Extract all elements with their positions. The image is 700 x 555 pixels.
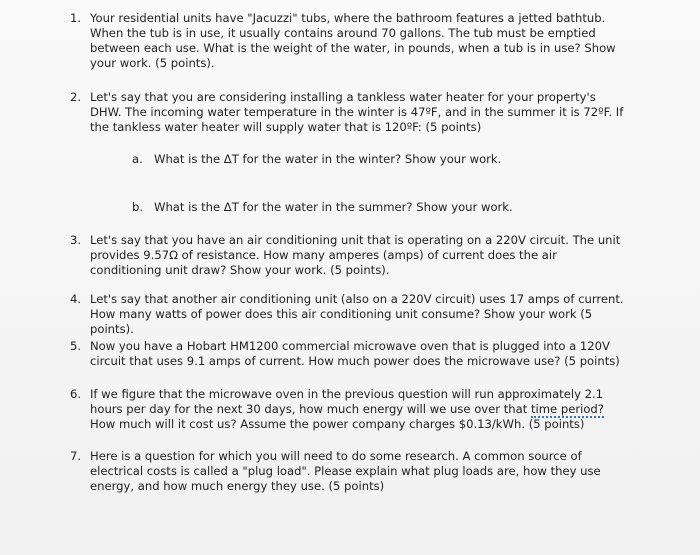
subquestion-letter: a.	[132, 152, 143, 166]
question-text: Now you have a Hobart HM1200 commercial microwave oven that is plugged into a 120V circuit that uses 9.1 amps of current. How much power does the microwave use? (5 points)	[90, 339, 620, 368]
subquestion-text: What is the ΔT for the water in the winter? Show your work.	[154, 152, 502, 166]
question-text: Let's say that another air conditioning unit (also on a 220V circuit) uses 17 amps of current. How many watts of power does this air conditioning unit consume? Show your work (5 points).	[90, 292, 624, 336]
question-number: 2.	[70, 90, 82, 104]
question-number: 3.	[70, 233, 82, 247]
question-number: 6.	[70, 387, 82, 401]
question-text-start: If we figure that the microwave oven in the previous question will run approximately 2.1 hours per day for the next 30 days, how much energy will we use over that	[90, 387, 604, 416]
spellcheck-marked-text: time period?	[530, 402, 604, 416]
question-number: 7.	[70, 449, 82, 463]
question-text: Let's say that you have an air conditioning unit that is operating on a 220V circuit. The unit provides 9.57Ω of resistance. How many amperes (amps) of current does the air conditioning unit draw? Show your work. (5 points).	[90, 233, 621, 277]
question-text: Your residential units have "Jacuzzi" tubs, where the bathroom features a jetted bathtub. When the tub is in use, it usually contains around 70 gallons. The tub must be emptied between each use. What is the weight of the water, in pounds, when a tub is in use? Show your work. (5 points).	[90, 11, 616, 70]
question-text: Let's say that you are considering installing a tankless water heater for your property's DHW. The incoming water temperature in the winter is 47ºF, and in the summer it is 72ºF. If the tankless water heater will supply water that is 120ºF: (5 points)	[90, 90, 624, 134]
subquestion-text: What is the ΔT for the water in the summer? Show your work.	[154, 200, 513, 214]
question-number: 4.	[70, 292, 82, 306]
question-text	[90, 387, 630, 432]
question-text-end: How much will it cost us? Assume the power company charges $0.13/kWh. (5 points)	[90, 417, 585, 431]
question-text: Here is a question for which you will need to do some research. A common source of electrical costs is called a "plug load". Please explain what plug loads are, how they use energy, and how much energy they use. (5 points)	[90, 449, 601, 493]
subquestion-letter: b.	[132, 200, 144, 214]
question-number: 5.	[70, 339, 82, 353]
question-number: 1.	[70, 11, 82, 25]
